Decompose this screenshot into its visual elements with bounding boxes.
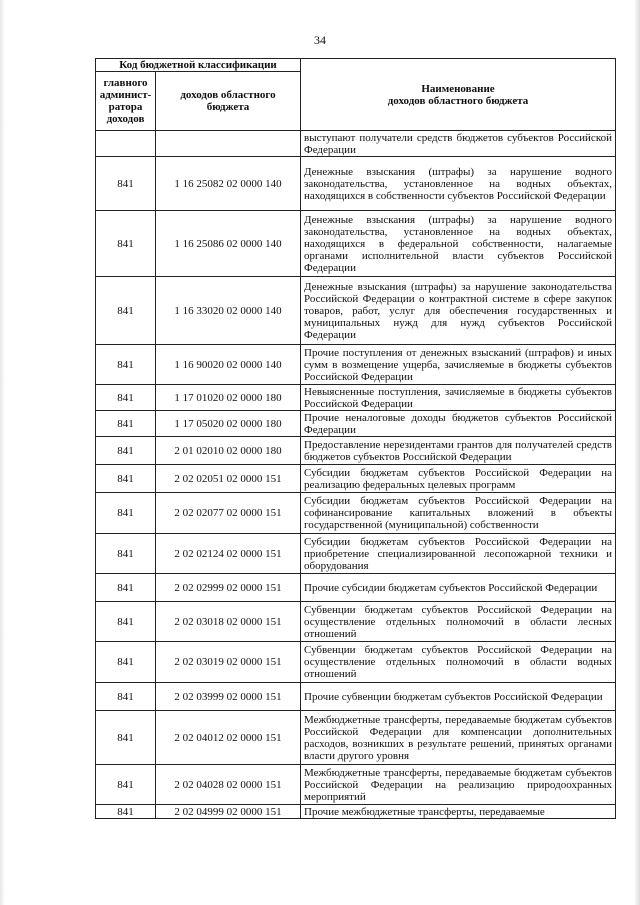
- row-budget-code: 2 02 03018 02 0000 151: [156, 602, 301, 642]
- row-budget-code: 2 02 02051 02 0000 151: [156, 465, 301, 493]
- row-budget-code: 1 17 05020 02 0000 180: [156, 411, 301, 437]
- row-admin-code: 841: [96, 602, 156, 642]
- header-name-line1: Наименование: [421, 82, 495, 95]
- row-admin-code: 841: [96, 411, 156, 437]
- row-revenue-name: Прочие субсидии бюджетам субъектов Российской Федерации: [301, 574, 616, 602]
- row-revenue-name: Невыясненные поступления, зачисляемые в бюджеты субъектов Российской Федерации: [301, 385, 616, 411]
- header-group-title: Код бюджетной классификации: [96, 59, 301, 72]
- row-budget-code: 2 02 03019 02 0000 151: [156, 642, 301, 683]
- header-name-line2: доходов областного бюджета: [387, 94, 529, 107]
- row-revenue-name: Денежные взыскания (штрафы) за нарушение водного законодательства, установленное на водных объектах, находящихся в собственности субъектов Российской Федерации: [301, 157, 616, 211]
- row-budget-code: 1 17 01020 02 0000 180: [156, 385, 301, 411]
- table-body: [96, 131, 616, 819]
- row-admin-code: 841: [96, 465, 156, 493]
- row-admin-code: 841: [96, 534, 156, 574]
- row-admin-code: 841: [96, 385, 156, 411]
- row-budget-code: 2 02 04028 02 0000 151: [156, 765, 301, 805]
- row-revenue-name: Предоставление нерезидентами грантов для получателей средств бюджетов субъектов Российской Федерации: [301, 437, 616, 465]
- table-row: [96, 602, 616, 642]
- table-row: [96, 574, 616, 602]
- table-row: [96, 157, 616, 211]
- row-revenue-name: Субвенции бюджетам субъектов Российской Федерации на осуществление отдельных полномочий в области лесных отношений: [301, 602, 616, 642]
- row-revenue-name: Денежные взыскания (штрафы) за нарушение водного законодательства, установленное на водных объектах, находящихся в федеральной собственности, налагаемые органами исполнительной власти субъектов Российской Федерации: [301, 211, 616, 277]
- row-admin-code: 841: [96, 805, 156, 819]
- table-row: [96, 534, 616, 574]
- row-admin-code: 841: [96, 711, 156, 765]
- table-row: [96, 493, 616, 534]
- row-budget-code: 2 02 04012 02 0000 151: [156, 711, 301, 765]
- row-budget-code: 1 16 90020 02 0000 140: [156, 345, 301, 385]
- table-header-group-row: [96, 59, 616, 72]
- row-admin-code: 841: [96, 157, 156, 211]
- row-budget-code: 2 01 02010 02 0000 180: [156, 437, 301, 465]
- row-budget-code: 1 16 33020 02 0000 140: [156, 277, 301, 345]
- table-row: [96, 765, 616, 805]
- row-revenue-name: Прочие неналоговые доходы бюджетов субъектов Российской Федерации: [301, 411, 616, 437]
- row-admin-code: 841: [96, 574, 156, 602]
- row-revenue-name: выступают получатели средств бюджетов субъектов Российской Федерации: [301, 131, 616, 157]
- row-admin-code: 841: [96, 277, 156, 345]
- table-row: [96, 642, 616, 683]
- header-name-column: [301, 59, 616, 131]
- row-budget-code: 2 02 02999 02 0000 151: [156, 574, 301, 602]
- table-row: [96, 465, 616, 493]
- row-admin-code: [96, 131, 156, 157]
- row-admin-code: 841: [96, 642, 156, 683]
- row-budget-code: 1 16 25082 02 0000 140: [156, 157, 301, 211]
- row-revenue-name: Прочие субвенции бюджетам субъектов Российской Федерации: [301, 683, 616, 711]
- header-code-column: доходов областного бюджета: [156, 72, 301, 131]
- page-number: 34: [314, 33, 326, 47]
- row-admin-code: 841: [96, 683, 156, 711]
- row-admin-code: 841: [96, 493, 156, 534]
- row-admin-code: 841: [96, 765, 156, 805]
- scan-edge-left: [0, 0, 5, 905]
- table-row: [96, 805, 616, 819]
- row-admin-code: 841: [96, 211, 156, 277]
- row-revenue-name: Межбюджетные трансферты, передаваемые бюджетам субъектов Российской Федерации на реализацию природоохранных мероприятий: [301, 765, 616, 805]
- table-row: [96, 131, 616, 157]
- row-revenue-name: Прочие поступления от денежных взысканий (штрафов) и иных сумм в возмещение ущерба, зачисляемые в бюджеты субъектов Российской Федерации: [301, 345, 616, 385]
- row-budget-code: [156, 131, 301, 157]
- scan-edge-right: [634, 0, 640, 905]
- row-revenue-name: Субсидии бюджетам субъектов Российской Федерации на софинансирование капитальных вложений в объекты государственной (муниципальной) собственности: [301, 493, 616, 534]
- row-revenue-name: Субсидии бюджетам субъектов Российской Федерации на приобретение специализированной лесопожарной техники и оборудования: [301, 534, 616, 574]
- table-row: [96, 385, 616, 411]
- row-revenue-name: Субсидии бюджетам субъектов Российской Федерации на реализацию федеральных целевых программ: [301, 465, 616, 493]
- row-revenue-name: Денежные взыскания (штрафы) за нарушение законодательства Российской Федерации о контрактной системе в сфере закупок товаров, работ, услуг для обеспечения государственных и муниципальных нужд для нужд субъектов Российской Федерации: [301, 277, 616, 345]
- table-row: [96, 211, 616, 277]
- row-budget-code: 2 02 03999 02 0000 151: [156, 683, 301, 711]
- row-revenue-name: Межбюджетные трансферты, передаваемые бюджетам субъектов Российской Федерации для компенсации дополнительных расходов, возникших в результате решений, принятых органами власти другого уровня: [301, 711, 616, 765]
- table-row: [96, 683, 616, 711]
- row-revenue-name: Субвенции бюджетам субъектов Российской Федерации на осуществление отдельных полномочий в области водных отношений: [301, 642, 616, 683]
- row-budget-code: 1 16 25086 02 0000 140: [156, 211, 301, 277]
- budget-revenue-table: [95, 58, 616, 819]
- table-row: [96, 437, 616, 465]
- table-row: [96, 711, 616, 765]
- row-admin-code: 841: [96, 437, 156, 465]
- row-budget-code: 2 02 04999 02 0000 151: [156, 805, 301, 819]
- table-row: [96, 411, 616, 437]
- row-budget-code: 2 02 02077 02 0000 151: [156, 493, 301, 534]
- row-admin-code: 841: [96, 345, 156, 385]
- table-row: [96, 345, 616, 385]
- table-row: [96, 277, 616, 345]
- row-budget-code: 2 02 02124 02 0000 151: [156, 534, 301, 574]
- row-revenue-name: Прочие межбюджетные трансферты, передаваемые: [301, 805, 616, 819]
- header-admin-column: главного админист-ратора доходов: [96, 72, 156, 131]
